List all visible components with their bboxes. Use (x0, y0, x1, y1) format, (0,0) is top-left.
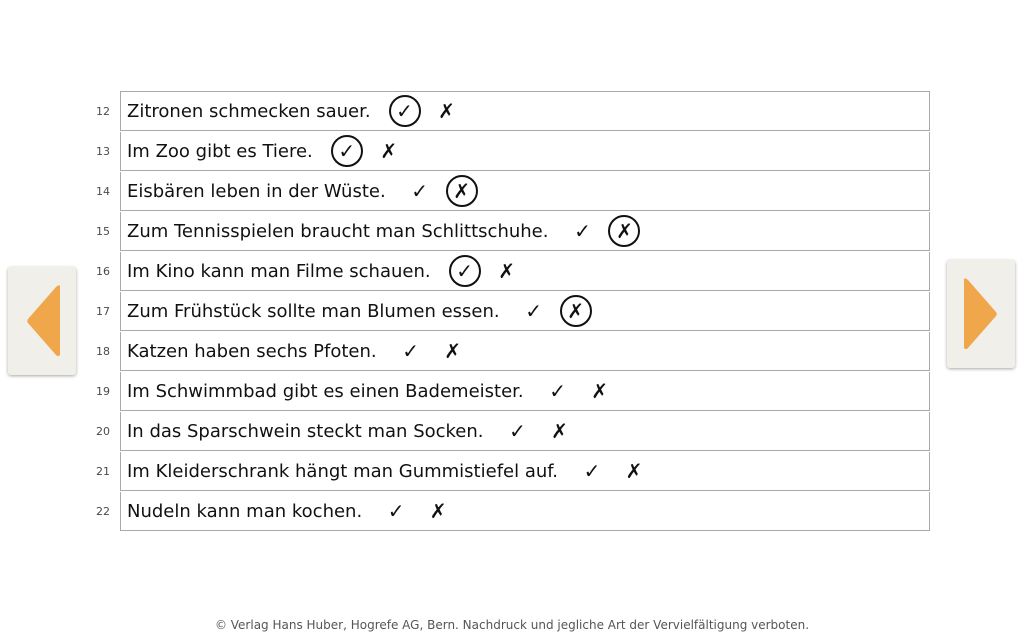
false-cross-option[interactable]: ✗ (446, 175, 478, 207)
false-cross-option[interactable]: ✗ (551, 419, 568, 443)
row-number: 22 (96, 505, 110, 518)
true-checkmark-option[interactable]: ✓ (387, 499, 405, 523)
true-checkmark-option[interactable]: ✓ (525, 299, 542, 323)
true-checkmark-option[interactable]: ✓ (402, 339, 419, 363)
statement-cell (120, 212, 930, 251)
statement-text: Nudeln kann man kochen. (127, 500, 363, 522)
true-checkmark-option[interactable]: ✓ (549, 379, 567, 403)
previous-page-button[interactable] (8, 267, 76, 375)
true-checkmark-option[interactable]: ✓ (509, 419, 526, 443)
true-checkmark-option[interactable]: ✓ (331, 135, 363, 167)
statement-cell (120, 292, 930, 331)
row-number: 14 (96, 185, 110, 198)
next-page-button[interactable] (947, 260, 1015, 368)
false-cross-option[interactable]: ✗ (498, 259, 515, 283)
row-number: 12 (96, 105, 110, 118)
true-checkmark-option[interactable]: ✓ (389, 95, 421, 127)
copyright-notice: © Verlag Hans Huber, Hogrefe AG, Bern. Nachdruck und jegliche Art der Vervielfältigung verboten. (214, 618, 810, 632)
true-checkmark-option[interactable]: ✓ (449, 255, 481, 287)
statement-cell (120, 91, 930, 131)
false-cross-option[interactable]: ✗ (380, 139, 398, 163)
statement-cell (120, 372, 930, 411)
chevron-right-icon (947, 260, 1015, 368)
statement-text: Im Zoo gibt es Tiere. (127, 140, 313, 162)
statement-text: Im Kino kann man Filme schauen. (127, 260, 431, 282)
row-number: 16 (96, 265, 110, 278)
false-cross-option[interactable]: ✗ (608, 215, 640, 247)
statement-cell (120, 492, 930, 531)
false-cross-option[interactable]: ✗ (429, 499, 447, 523)
statement-text: In das Sparschwein steckt man Socken. (127, 420, 484, 442)
statement-cell (120, 172, 930, 211)
row-number: 20 (96, 425, 110, 438)
false-cross-option[interactable]: ✗ (444, 339, 461, 363)
false-cross-option[interactable]: ✗ (560, 295, 592, 327)
false-cross-option[interactable]: ✗ (625, 459, 643, 483)
statement-text: Im Schwimmbad gibt es einen Bademeister. (127, 380, 524, 402)
statement-text: Eisbären leben in der Wüste. (127, 180, 386, 202)
statement-text: Zitronen schmecken sauer. (127, 100, 371, 122)
row-number: 15 (96, 225, 110, 238)
row-number: 17 (96, 305, 110, 318)
statement-text: Zum Frühstück sollte man Blumen essen. (127, 300, 500, 322)
true-checkmark-option[interactable]: ✓ (411, 179, 429, 203)
row-number: 21 (96, 465, 110, 478)
false-cross-option[interactable]: ✗ (438, 99, 455, 123)
chevron-left-icon (8, 267, 76, 375)
statement-cell (120, 332, 930, 371)
row-number: 19 (96, 385, 110, 398)
statement-cell (120, 412, 930, 451)
statement-text: Im Kleiderschrank hängt man Gummistiefel auf. (127, 460, 559, 482)
row-number: 18 (96, 345, 110, 358)
true-checkmark-option[interactable]: ✓ (574, 219, 591, 243)
true-checkmark-option[interactable]: ✓ (583, 459, 601, 483)
false-cross-option[interactable]: ✗ (591, 379, 609, 403)
statement-text: Zum Tennisspielen braucht man Schlittschuhe. (127, 220, 549, 242)
statement-cell (120, 452, 930, 491)
statement-cell (120, 252, 930, 291)
statement-cell (120, 132, 930, 171)
row-number: 13 (96, 145, 110, 158)
statement-text: Katzen haben sechs Pfoten. (127, 340, 377, 362)
